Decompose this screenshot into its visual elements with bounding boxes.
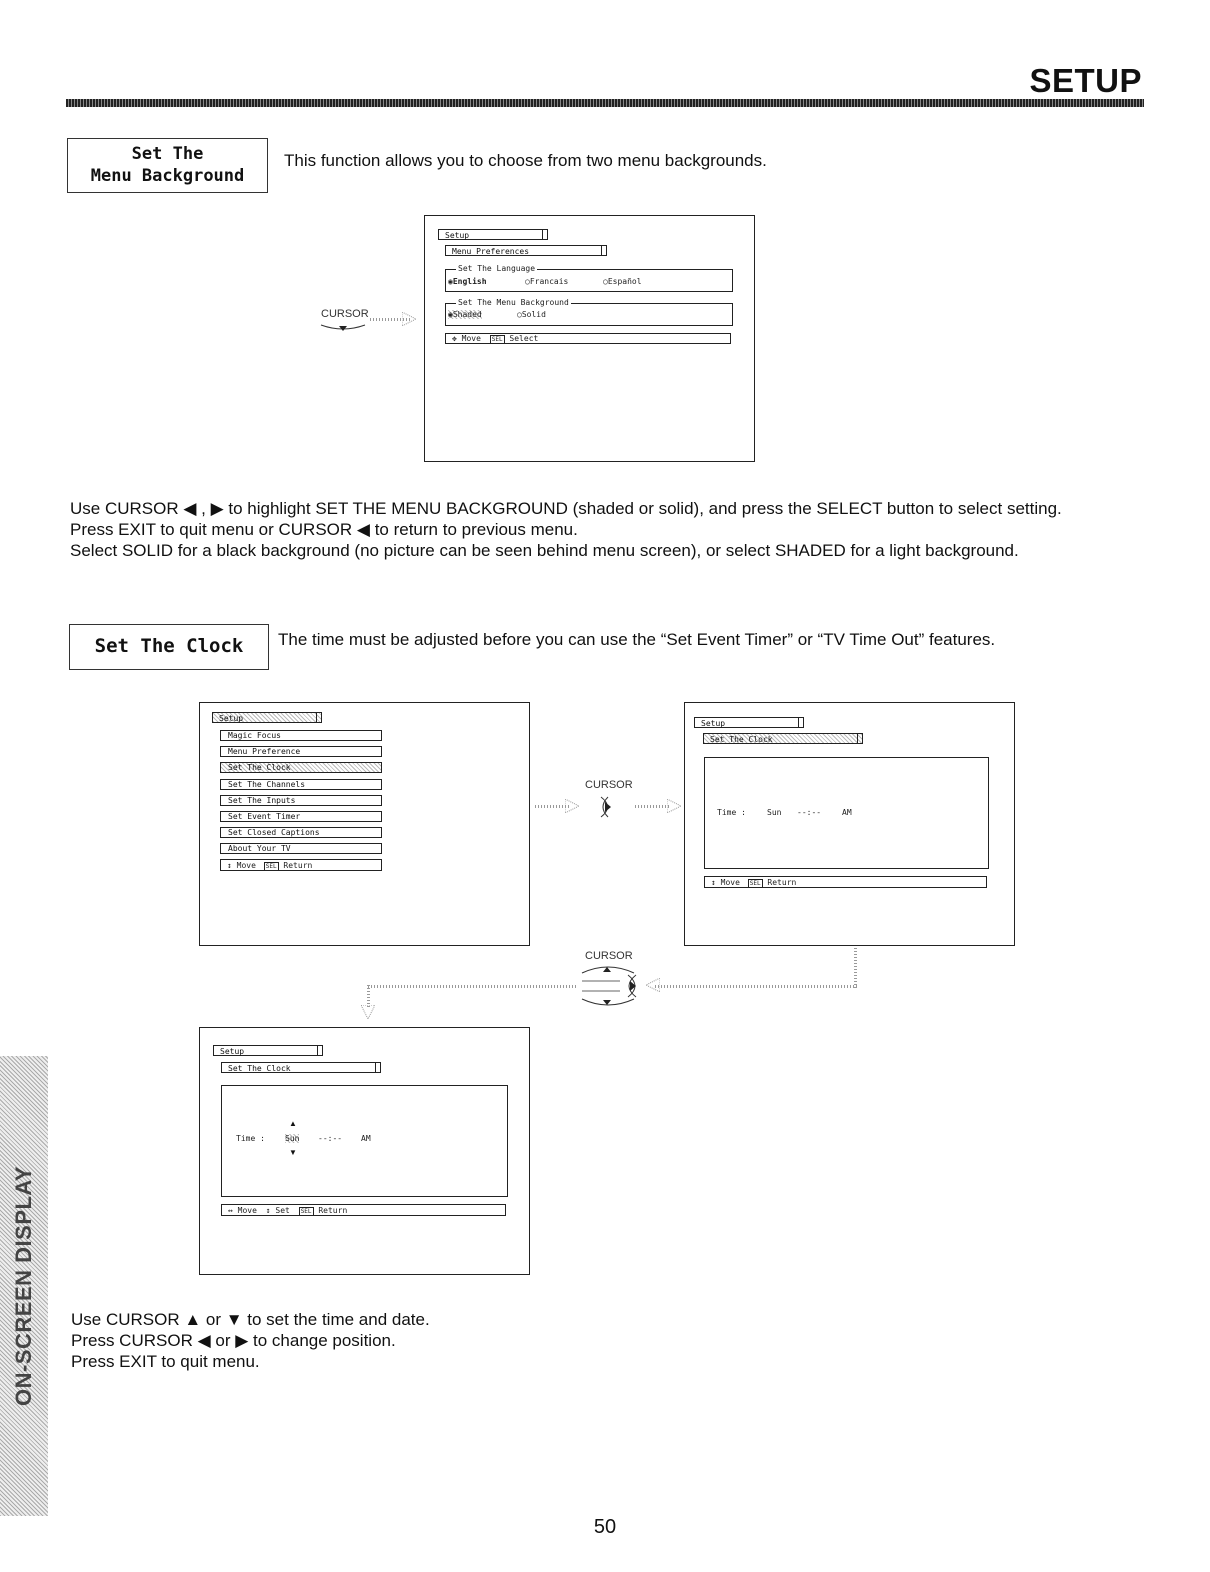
cursor-arrow-dotted [635,805,670,808]
cursor-label: CURSOR [321,308,369,320]
osd-menu-item: Set Event Timer [220,811,382,822]
osd-time-label: Time : [717,808,746,817]
osd-menu-item: Set The Inputs [220,795,382,806]
instruction-line: Select SOLID for a black background (no picture can be seen behind menu screen), or select SHADED for a light background. [70,541,1019,560]
up-down-icon: ↕ [711,878,716,887]
osd-menu-item: Magic Focus [220,730,382,741]
osd-tab-set-the-clock: Set The Clock [703,733,863,744]
move-icon: ✥ [452,334,457,343]
instruction-line: Press CURSOR ◀ or ▶ to change position. [71,1331,396,1350]
osd-menu-item-selected: Set The Clock [220,762,382,773]
osd-hint-bar: ↔ Move ↕ Set SEL Return [221,1204,506,1216]
osd-screen-setup-menu [199,702,530,946]
flow-connector [655,985,857,988]
osd-time-ampm: AM [361,1134,371,1143]
instruction-line: Use CURSOR ▲ or ▼ to set the time and date. [71,1310,430,1329]
osd-option-solid: ○ Solid [517,310,546,319]
arrow-left-icon [646,978,660,997]
osd-option-francais: ○ Francais [525,277,568,286]
osd-time-value: --:-- [318,1134,343,1143]
osd-menu-item: Menu Preference [220,746,382,757]
section-description-set-the-clock: The time must be adjusted before you can use the “Set Event Timer” or “TV Time Out” features. [278,630,996,649]
osd-group-title: Set The Language [458,264,536,273]
sel-key-icon: SEL [491,336,503,343]
arrow-right-icon [402,312,416,331]
header-rule [66,99,1144,107]
osd-menu-item: Set The Channels [220,779,382,790]
osd-menu-item: About Your TV [220,843,382,854]
osd-time-day: Sun [767,808,782,817]
osd-tab-setup: Setup [213,1045,323,1056]
side-tab [0,1056,48,1516]
up-down-icon: ↕ [265,1206,271,1215]
cursor-label: CURSOR [585,779,633,791]
sel-key-icon: SEL [749,880,761,887]
osd-clock-panel [221,1085,508,1197]
osd-tab-setup: Setup [212,712,322,723]
osd-tab-setup: Setup [438,229,548,240]
instruction-line: Use CURSOR ◀ , ▶ to highlight SET THE MENU BACKGROUND (shaded or solid), and press the SELECT button to select setting. [70,499,1062,518]
instruction-line: Press EXIT to quit menu or CURSOR ◀ to return to previous menu. [70,520,578,539]
osd-time-label: Time : [236,1134,265,1143]
page-number: 50 [593,1516,617,1538]
instructions-set-the-clock [71,1309,771,1372]
section-label-menu-background: Set The Menu Background [67,138,268,193]
osd-screen-set-clock-edit [199,1027,530,1275]
sel-key-icon: SEL [300,1208,312,1215]
osd-menu-item: Set Closed Captions [220,827,382,838]
osd-hint-bar: ↕ Move SEL Return [704,876,987,888]
sel-key-icon: SEL [265,863,277,870]
cursor-pad-icon [580,963,642,1014]
cursor-down-icon [320,320,366,330]
page-title: SETUP [1029,62,1142,99]
osd-hint-bar: ✥ Move SEL Select [445,333,731,344]
flow-connector [367,985,370,1007]
osd-screen-menu-background [424,215,755,462]
cursor-label: CURSOR [585,950,633,962]
osd-time-ampm: AM [842,808,852,817]
up-down-icon: ↕ [227,861,232,870]
arrow-right-icon [565,799,579,818]
side-tab-label: ON-SCREEN DISPLAY [11,1166,36,1406]
osd-group-language [445,264,733,292]
osd-group-title: Set The Menu Background [458,298,569,307]
arrow-right-icon [667,799,681,818]
osd-option-espanol: ○ Español [603,277,642,286]
osd-time-value: --:-- [797,808,822,817]
osd-group-menu-background [445,298,733,326]
section-label-set-the-clock: Set The Clock [69,624,269,670]
osd-clock-panel [704,757,989,869]
osd-time-day-selected: Sun [285,1134,300,1143]
section-description-menu-background: This function allows you to choose from two menu backgrounds. [284,151,767,170]
instructions-menu-background [70,498,1160,561]
osd-tab-set-the-clock: Set The Clock [221,1062,381,1073]
flow-connector [854,948,857,988]
left-right-icon: ↔ [228,1206,233,1215]
osd-tab-setup: Setup [694,717,804,728]
arrow-down-icon [361,1005,375,1024]
cursor-right-icon [598,795,618,824]
osd-tab-menu-preferences: Menu Preferences [445,245,607,256]
up-arrow-icon: ▲ [289,1119,297,1128]
osd-screen-set-clock [684,702,1015,946]
osd-option-shaded: ◉ Shaded [448,310,482,319]
down-arrow-icon: ▼ [289,1148,297,1157]
instruction-line: Press EXIT to quit menu. [71,1352,260,1371]
flow-connector [368,985,578,988]
osd-option-english: ◉ English [448,277,487,286]
osd-hint-bar: ↕ Move SEL Return [220,859,382,871]
